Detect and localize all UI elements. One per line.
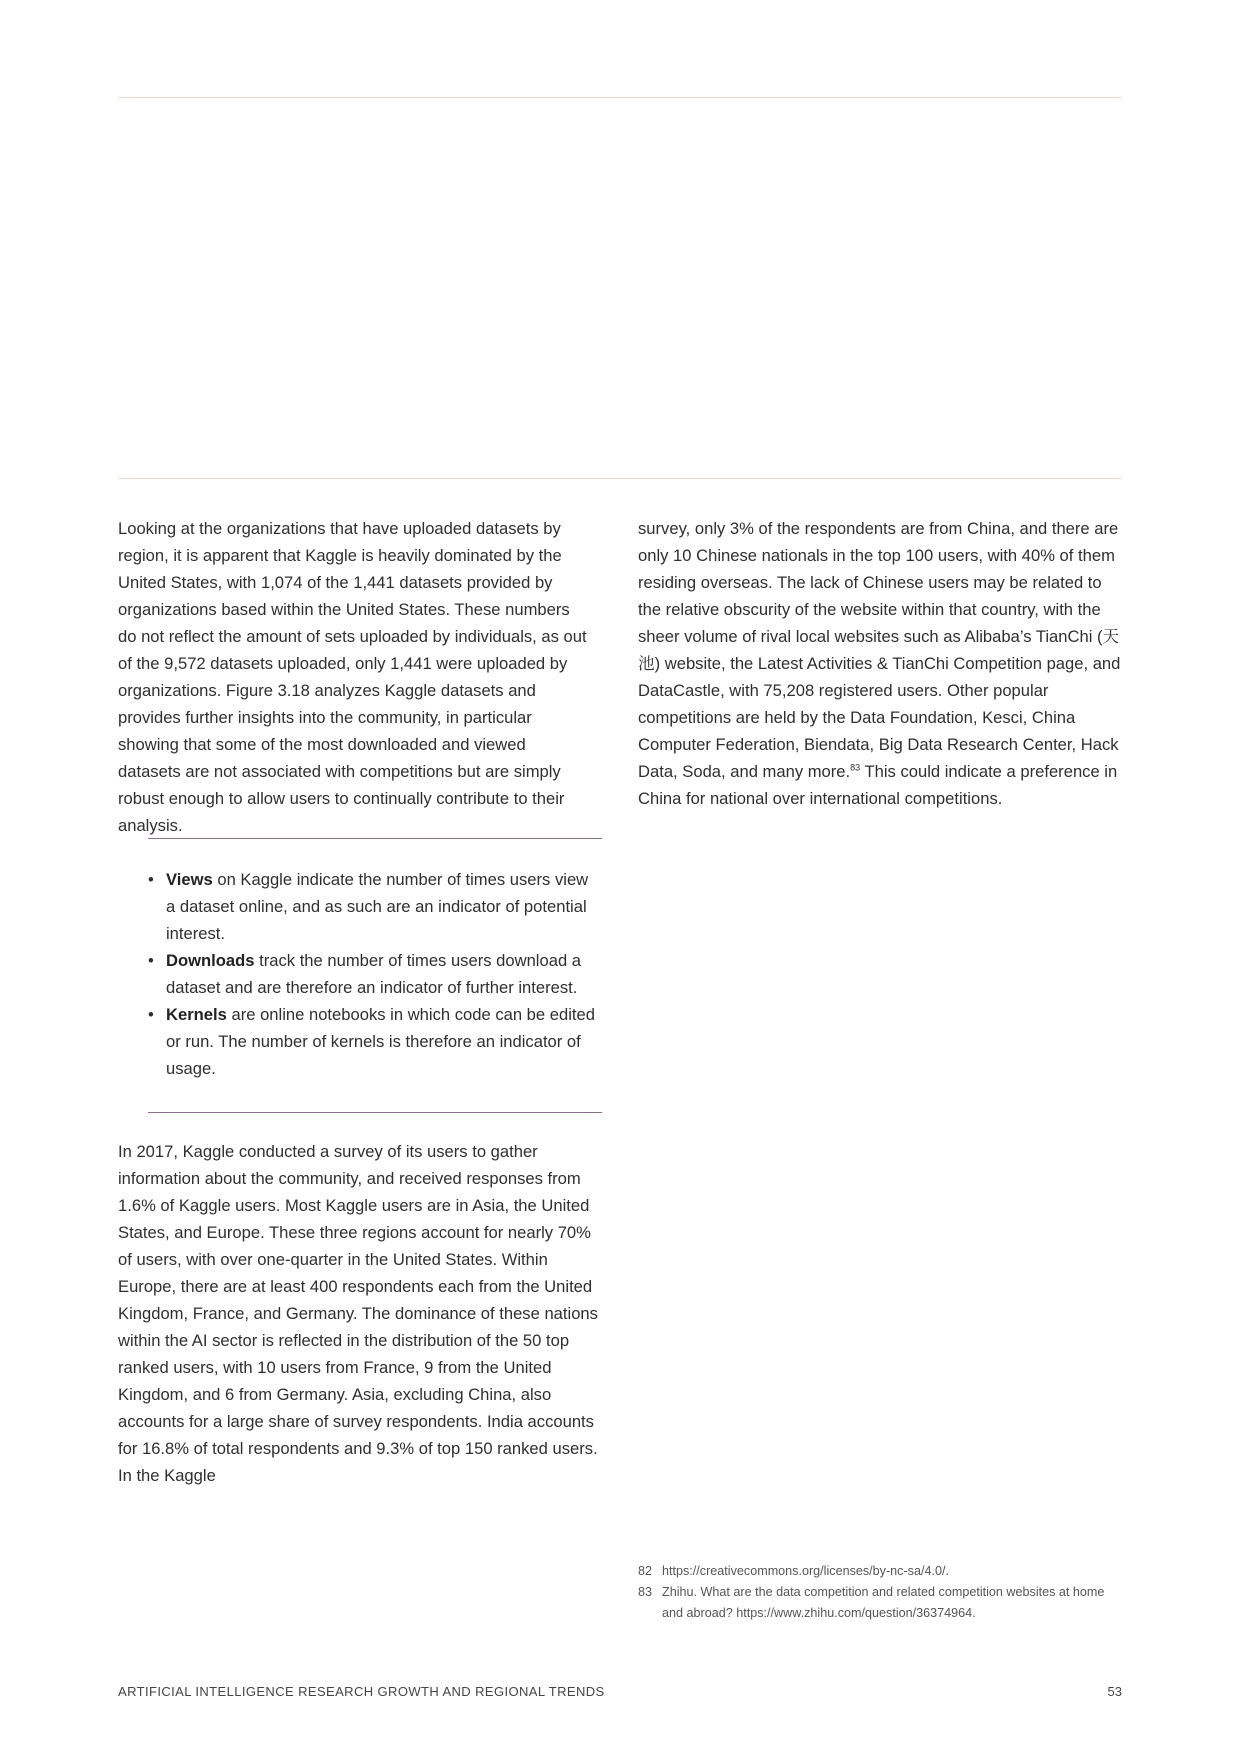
bullet-icon: • <box>148 1005 154 1024</box>
footnote-82 <box>638 1561 1122 1582</box>
footnote-reference[interactable]: 83 <box>850 762 861 773</box>
left-column-bottom <box>118 1138 608 1489</box>
definition-text: track the number of times users download a dataset and are therefore an indicator of further interest. <box>166 951 582 997</box>
footnote-83 <box>638 1582 1122 1624</box>
definition-text: are online notebooks in which code can be edited or run. The number of kernels is therefore an indicator of usage. <box>166 1005 595 1078</box>
definition-term: Views <box>166 870 213 889</box>
right-column <box>638 515 1128 812</box>
definition-text: on Kaggle indicate the number of times users view a dataset online, and as such are an indicator of potential interest. <box>166 870 589 943</box>
china-paragraph-text: survey, only 3% of the respondents are from China, and there are only 10 Chinese nationals in the top 100 users, with 40% of them residing overseas. The lack of Chinese users may be related to the relative obscurity of the website within that country, with the sheer volume of rival local websites such as Alibaba’s TianChi (天池) website, the Latest Activities & TianChi Competition page, and DataCastle, with 75,208 registered users. Other popular competitions are held by the Data Foundation, Kesci, China Computer Federation, Biendata, Big Data Research Center, Hack Data, Soda, and many more. <box>638 519 1121 781</box>
page-number: 53 <box>1107 1684 1122 1699</box>
footnotes <box>638 1561 1122 1624</box>
footnote-number: 82 <box>638 1564 653 1578</box>
footnote-text[interactable]: Zhihu. What are the data competition and related competition websites at home and abroad? https://www.zhihu.com/question/36374964. <box>662 1585 1105 1620</box>
definition-item-downloads <box>148 947 600 1001</box>
definition-term: Downloads <box>166 951 255 970</box>
definitions-box-bottom-rule <box>148 1112 602 1113</box>
footnote-link[interactable]: https://creativecommons.org/licenses/by-nc-sa/4.0/. <box>662 1564 949 1578</box>
left-column-top <box>118 515 592 839</box>
running-footer-title: ARTIFICIAL INTELLIGENCE RESEARCH GROWTH AND REGIONAL TRENDS <box>118 1684 605 1699</box>
china-paragraph-text-end: This could indicate a preference in China for national over international competitions. <box>638 762 1118 808</box>
body-paragraph-survey: In 2017, Kaggle conducted a survey of its users to gather information about the community, and received responses from 1.6% of Kaggle users. Most Kaggle users are in Asia, the United States, and Europe. These three regions account for nearly 70% of users, with over one-quarter in the United States. Within Europe, there are at least 400 respondents each from the United Kingdom, France, and Germany. The dominance of these nations within the AI sector is reflected in the distribution of the 50 top ranked users, with 10 users from France, 9 from the United Kingdom, and 6 from Germany. Asia, excluding China, also accounts for a large share of survey respondents. India accounts for 16.8% of total respondents and 9.3% of top 150 ranked users. In the Kaggle <box>118 1142 598 1485</box>
body-paragraph-china <box>638 515 1128 812</box>
definition-item-kernels <box>148 1001 600 1082</box>
definitions-box <box>148 866 600 1082</box>
top-divider <box>118 97 1122 98</box>
definitions-box-top-rule <box>148 838 602 839</box>
footnote-number: 83 <box>638 1585 653 1599</box>
definition-item-views <box>148 866 600 947</box>
bullet-icon: • <box>148 951 154 970</box>
bullet-icon: • <box>148 870 154 889</box>
definition-term: Kernels <box>166 1005 227 1024</box>
body-paragraph-datasets: Looking at the organizations that have uploaded datasets by region, it is apparent that Kaggle is heavily dominated by the United States, with 1,074 of the 1,441 datasets provided by organizations based within the United States. These numbers do not reflect the amount of sets uploaded by individuals, as out of the 9,572 datasets uploaded, only 1,441 were uploaded by organizations. Figure 3.18 analyzes Kaggle datasets and provides further insights into the community, in particular showing that some of the most downloaded and viewed datasets are not associated with competitions but are simply robust enough to allow users to continually contribute to their analysis. <box>118 519 587 835</box>
section-divider <box>118 478 1122 479</box>
